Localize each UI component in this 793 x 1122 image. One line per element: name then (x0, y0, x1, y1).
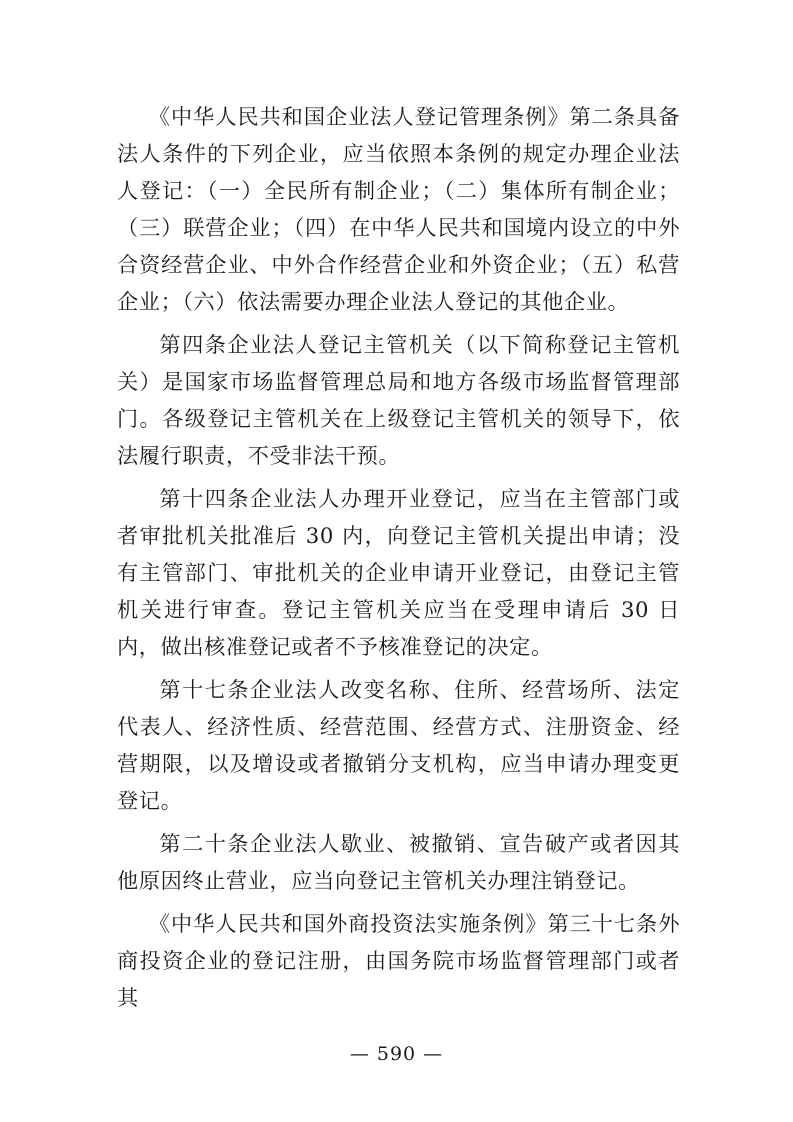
paragraph-article-20: 第二十条企业法人歇业、被撤销、宣告破产或者因其他原因终止营业，应当向登记主管机关办理注销登记。 (117, 831, 680, 893)
page-number: — 590 — (349, 1043, 444, 1065)
paragraph-article-14: 第十四条企业法人办理开业登记，应当在主管部门或者审批机关批准后 30 内，向登记主管机关提出申请；没有主管部门、审批机关的企业申请开业登记，由登记主管机关进行审查。登记主管机关应当在受理申请后 30 日内，做出核准登记或者不予核准登记的决定。 (117, 486, 680, 659)
paragraph-foreign-investment-law-article-37: 《中华人民共和国外商投资法实施条例》第三十七条外商投资企业的登记注册，由国务院市场监督管理部门或者其 (117, 911, 680, 1010)
paragraph-article-4: 第四条企业法人登记主管机关（以下简称登记主管机关）是国家市场监督管理总局和地方各级市场监督管理部门。各级登记主管机关在上级登记主管机关的领导下，依法履行职责，不受非法干预。 (117, 332, 680, 468)
paragraph-article-17: 第十七条企业法人改变名称、住所、经营场所、法定代表人、经济性质、经营范围、经营方式、注册资金、经营期限，以及增设或者撤销分支机构，应当申请办理变更登记。 (117, 677, 680, 813)
document-body (117, 98, 680, 1022)
paragraph-enterprise-legal-person-registration-article-2: 《中华人民共和国企业法人登记管理条例》第二条具备法人条件的下列企业，应当依照本条例的规定办理企业法人登记：（一）全民所有制企业；（二）集体所有制企业；（三）联营企业；（四）在中华人民共和国境内设立的中外合资经营企业、中外合作经营企业和外资企业；（五）私营企业；（六）依法需要办理企业法人登记的其他企业。 (117, 104, 680, 314)
